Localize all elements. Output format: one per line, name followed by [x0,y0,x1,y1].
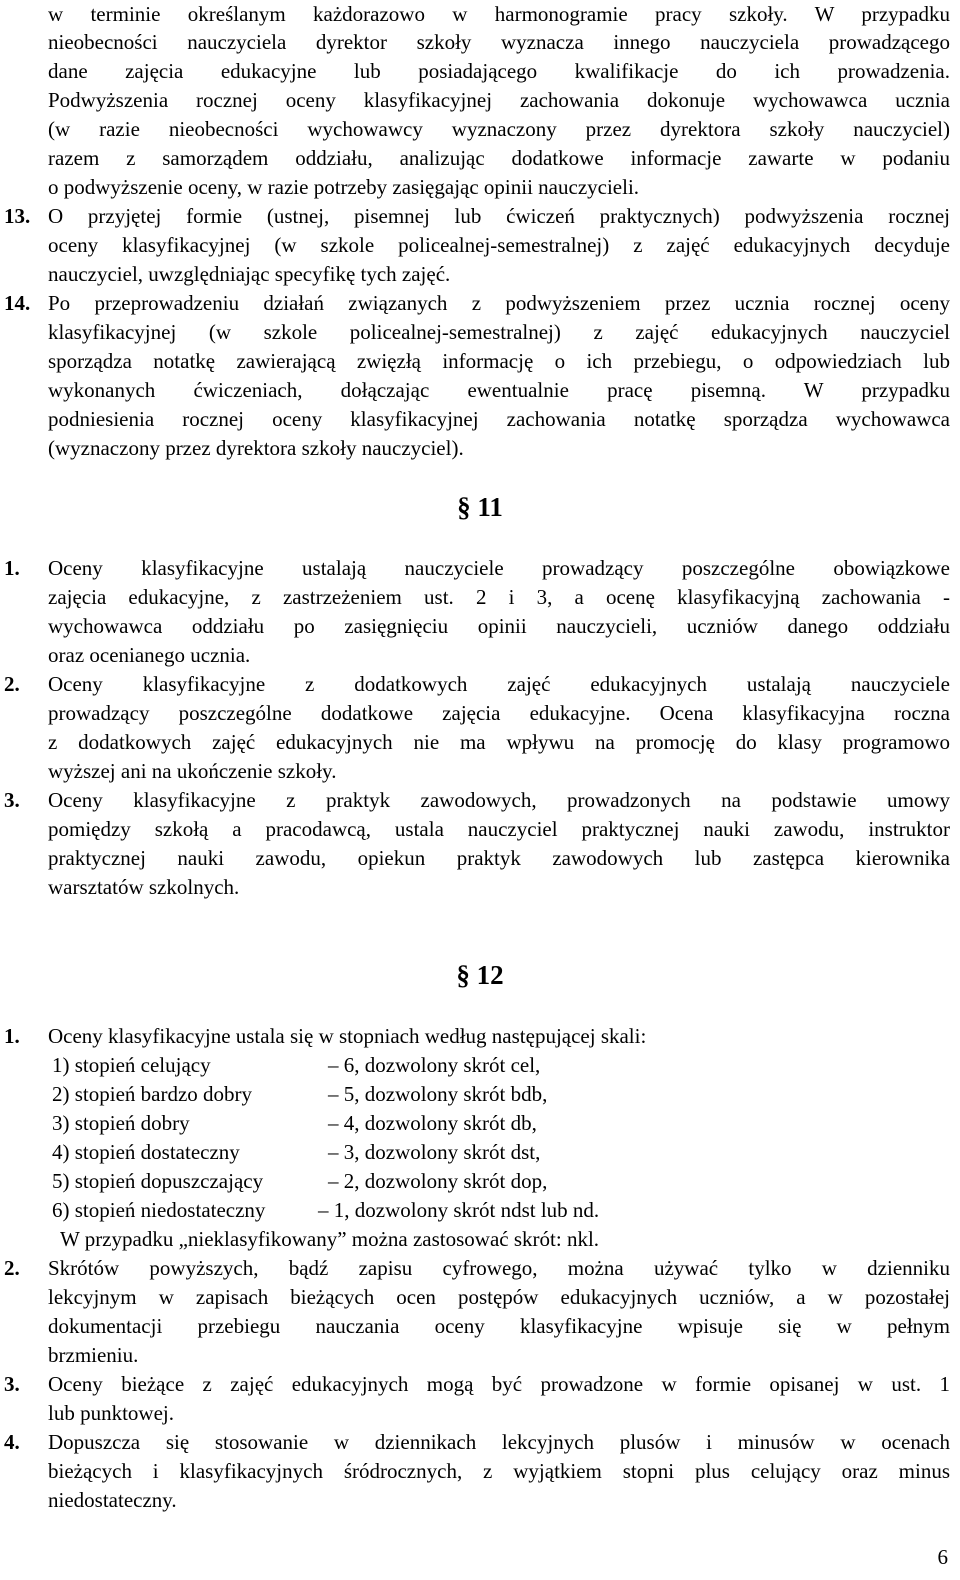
paragraph-line: nauczyciel, uwzględniając specyfikę tych zajęć. [48,262,451,286]
paragraph-line: o podwyższenie oceny, w razie potrzeby zasięgając opinii nauczycieli. [48,175,640,199]
item-number: 13. [4,204,31,228]
paragraph-line: wyższej ani na ukończenie szkoły. [48,759,337,783]
grade-name: 5) stopień dopuszczający [52,1169,264,1193]
paragraph-line: lub punktowej. [48,1401,174,1425]
paragraph-line: oceny klasyfikacyjnej (w szkole policealnej-semestralnej) z zajęć edukacyjnych decyduje [48,233,950,257]
grade-description: – 2, dozwolony skrót dop, [328,1169,548,1193]
item-number: 4. [4,1430,20,1454]
paragraph-line: brzmieniu. [48,1343,139,1367]
paragraph-line: dane zajęcia edukacyjne lub posiadającego kwalifikacje do ich prowadzenia. [48,59,950,83]
paragraph-line: praktycznej nauki zawodu, opiekun praktyk zawodowych lub zastępca kierownika [48,846,950,870]
grade-name: 4) stopień dostateczny [52,1140,240,1164]
paragraph-line: Oceny klasyfikacyjne ustalają nauczyciele prowadzący poszczególne obowiązkowe [48,556,950,580]
paragraph-line: O przyjętej formie (ustnej, pisemnej lub ćwiczeń praktycznych) podwyższenia rocznej [48,204,950,228]
paragraph-line: razem z samorządem oddziału, analizując dodatkowe informacje zawarte w podaniu [48,146,950,170]
item-number: 1. [4,1024,20,1048]
paragraph-line: wychowawca oddziału po zasięgnięciu opinii nauczycieli, uczniów danego oddziału [48,614,950,638]
paragraph-line: warsztatów szkolnych. [48,875,240,899]
paragraph-line: nieobecności nauczyciela dyrektor szkoły wyznacza innego nauczyciela prowadzącego [48,30,950,54]
section-heading: § 11 [457,492,503,522]
grade-description: – 6, dozwolony skrót cel, [328,1053,541,1077]
section-heading: § 12 [456,960,504,990]
page-number: 6 [937,1545,948,1569]
item-number: 14. [4,291,31,315]
paragraph-line: pomiędzy szkołą a pracodawcą, ustala nauczyciel praktycznej nauki zawodu, instruktor [48,817,950,841]
paragraph-line: Oceny klasyfikacyjne z dodatkowych zajęć edukacyjnych ustalają nauczyciele [48,672,950,696]
grade-description: – 5, dozwolony skrót bdb, [328,1082,548,1106]
item-number: 3. [4,1372,20,1396]
paragraph-line: sporządza notatkę zawierającą zwięzłą informację o ich przebiegu, o odpowiedziach lub [48,349,950,373]
paragraph-line: oraz ocenianego ucznia. [48,643,251,667]
paragraph-line: lekcyjnym w zapisach bieżących ocen postępów edukacyjnych uczniów, a w pozostałej [48,1285,950,1309]
paragraph-line: (w razie nieobecności wychowawcy wyznaczony przez dyrektora szkoły nauczyciel) [48,117,950,141]
paragraph-line: (wyznaczony przez dyrektora szkoły nauczyciel). [48,436,464,460]
grade-name: 6) stopień niedostateczny [52,1198,266,1222]
grade-name: 2) stopień bardzo dobry [52,1082,253,1106]
paragraph-line: bieżących i klasyfikacyjnych śródrocznych, z wyjątkiem stopni plus celujący oraz minus [48,1459,950,1483]
grade-description: – 1, dozwolony skrót ndst lub nd. [318,1198,600,1222]
item-number: 1. [4,556,20,580]
grade-note: W przypadku „nieklasyfikowany” można zastosować skrót: nkl. [60,1227,600,1251]
grade-name: 3) stopień dobry [52,1111,190,1135]
grade-description: – 3, dozwolony skrót dst, [328,1140,541,1164]
paragraph-line: Po przeprowadzeniu działań związanych z podwyższeniem przez ucznia rocznej oceny [48,291,950,315]
paragraph-line: zajęcia edukacyjne, z zastrzeżeniem ust. 2 i 3, a ocenę klasyfikacyjną zachowania - [48,585,950,609]
paragraph-line: Oceny klasyfikacyjne z praktyk zawodowych, prowadzonych na podstawie umowy [48,788,950,812]
item-number: 2. [4,1256,20,1280]
grade-name: 1) stopień celujący [52,1053,211,1077]
paragraph-line: Dopuszcza się stosowanie w dziennikach lekcyjnych plusów i minusów w ocenach [48,1430,950,1454]
paragraph-line: klasyfikacyjnej (w szkole policealnej-semestralnej) z zajęć edukacyjnych nauczyciel [48,320,950,344]
paragraph-line: z dodatkowych zajęć edukacyjnych nie ma wpływu na promocję do klasy programowo [48,730,950,754]
paragraph-line: Podwyższenia rocznej oceny klasyfikacyjnej zachowania dokonuje wychowawca ucznia [48,88,950,112]
paragraph-line: w terminie określanym każdorazowo w harmonogramie pracy szkoły. W przypadku [48,2,950,26]
paragraph-line: Oceny klasyfikacyjne ustala się w stopniach według następującej skali: [48,1024,647,1048]
paragraph-line: Skrótów powyższych, bądź zapisu cyfrowego, można używać tylko w dzienniku [48,1256,950,1280]
item-number: 3. [4,788,20,812]
paragraph-line: Oceny bieżące z zajęć edukacyjnych mogą być prowadzone w formie opisanej w ust. 1 [48,1372,950,1396]
grade-description: – 4, dozwolony skrót db, [328,1111,537,1135]
paragraph-line: niedostateczny. [48,1488,177,1512]
paragraph-line: podniesienia rocznej oceny klasyfikacyjnej zachowania notatkę sporządza wychowawca [48,407,950,431]
paragraph-line: dokumentacji przebiegu nauczania oceny klasyfikacyjne wpisuje się w pełnym [48,1314,950,1338]
paragraph-line: prowadzący poszczególne dodatkowe zajęcia edukacyjne. Ocena klasyfikacyjna roczna [48,701,950,725]
paragraph-line: wykonanych ćwiczeniach, dołączając ewentualnie pracę pisemną. W przypadku [48,378,950,402]
item-number: 2. [4,672,20,696]
